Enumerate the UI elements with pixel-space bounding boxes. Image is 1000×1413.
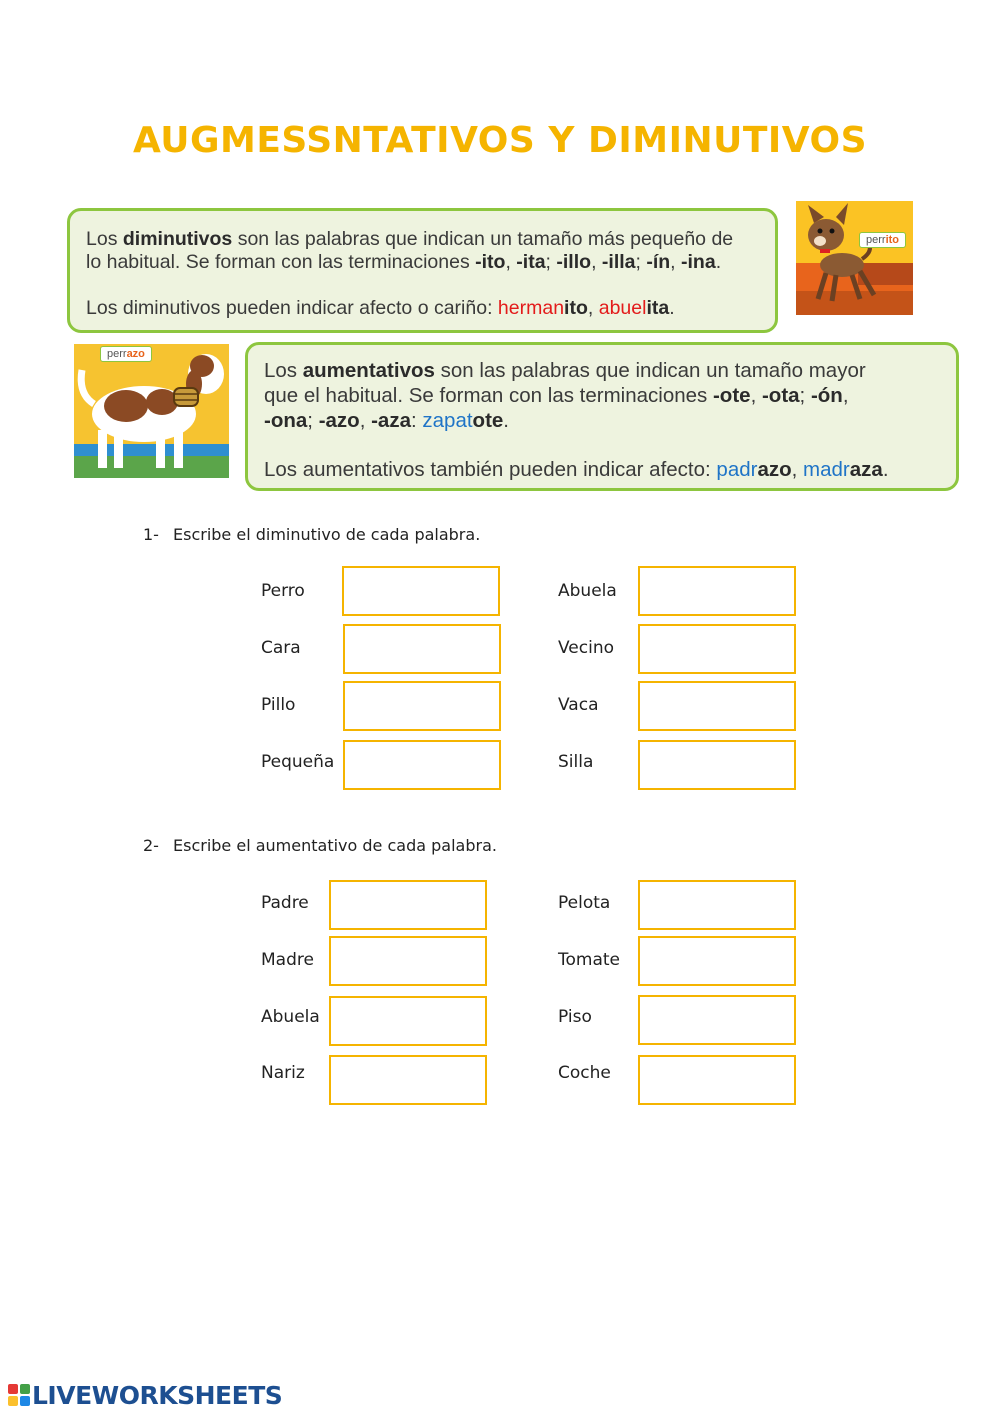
exercise-1-instruction: 1- Escribe el diminutivo de cada palabra. xyxy=(143,525,481,544)
aumentativos-line-2: que el habitual. Se forman con las terminaciones -ote, -ota; -ón, xyxy=(264,384,849,407)
ex2-word: Tomate xyxy=(558,950,620,970)
logo-squares-icon xyxy=(8,1384,30,1406)
ex1-answer-box[interactable] xyxy=(638,740,796,790)
ex1-word: Perro xyxy=(261,581,305,601)
aumentativos-line-1: Los aumentativos son las palabras que indican un tamaño mayor xyxy=(264,359,866,382)
exercise-2-instruction: 2- Escribe el aumentativo de cada palabra. xyxy=(143,836,497,855)
aumentativos-line-3: -ona; -azo, -aza: zapatote. xyxy=(264,409,509,432)
ex1-answer-box[interactable] xyxy=(343,624,501,674)
diminutivos-line-3: Los diminutivos pueden indicar afecto o cariño: hermanito, abuelita. xyxy=(86,297,675,319)
ex2-answer-box[interactable] xyxy=(638,880,796,930)
ex2-word: Nariz xyxy=(261,1063,305,1083)
diminutivos-line-1: Los diminutivos son las palabras que indican un tamaño más pequeño de xyxy=(86,228,734,250)
ex2-answer-box[interactable] xyxy=(638,995,796,1045)
ex2-answer-box[interactable] xyxy=(329,996,487,1046)
ex1-word: Silla xyxy=(558,752,594,772)
ex2-answer-box[interactable] xyxy=(329,936,487,986)
ex2-answer-box[interactable] xyxy=(329,1055,487,1105)
logo-text: LIVEWORKSHEETS xyxy=(32,1380,283,1410)
ex1-word: Pequeña xyxy=(261,752,335,772)
chihuahua-illustration xyxy=(796,201,913,315)
ex2-word: Abuela xyxy=(261,1007,320,1027)
perrazo-tag: perrazo xyxy=(100,346,152,362)
ex2-word: Padre xyxy=(261,893,309,913)
aumentativos-info-box xyxy=(245,342,959,491)
ex2-answer-box[interactable] xyxy=(329,880,487,930)
ex1-answer-box[interactable] xyxy=(638,624,796,674)
ex1-word: Cara xyxy=(261,638,301,658)
perrito-tag: perrito xyxy=(859,232,906,248)
ex1-answer-box[interactable] xyxy=(342,566,500,616)
ex1-word: Pillo xyxy=(261,695,296,715)
liveworksheets-logo[interactable] xyxy=(8,1380,282,1410)
ex1-answer-box[interactable] xyxy=(343,740,501,790)
ex1-answer-box[interactable] xyxy=(343,681,501,731)
page-title: AUGMESSNTATIVOS Y DIMINUTIVOS xyxy=(132,120,868,161)
ex2-word: Coche xyxy=(558,1063,611,1083)
ex1-word: Vaca xyxy=(558,695,599,715)
ex1-answer-box[interactable] xyxy=(638,681,796,731)
st-bernard-illustration xyxy=(74,344,229,478)
diminutivos-info-box xyxy=(67,208,778,333)
ex1-word: Vecino xyxy=(558,638,615,658)
ex2-answer-box[interactable] xyxy=(638,1055,796,1105)
ex1-answer-box[interactable] xyxy=(638,566,796,616)
ex2-word: Piso xyxy=(558,1007,592,1027)
ex1-word: Abuela xyxy=(558,581,617,601)
aumentativos-line-4: Los aumentativos también pueden indicar afecto: padrazo, madraza. xyxy=(264,458,889,481)
ex2-answer-box[interactable] xyxy=(638,936,796,986)
ex2-word: Madre xyxy=(261,950,314,970)
ex2-word: Pelota xyxy=(558,893,611,913)
diminutivos-line-2: lo habitual. Se forman con las terminaciones -ito, -ita; -illo, -illa; -ín, -ina. xyxy=(86,251,722,273)
